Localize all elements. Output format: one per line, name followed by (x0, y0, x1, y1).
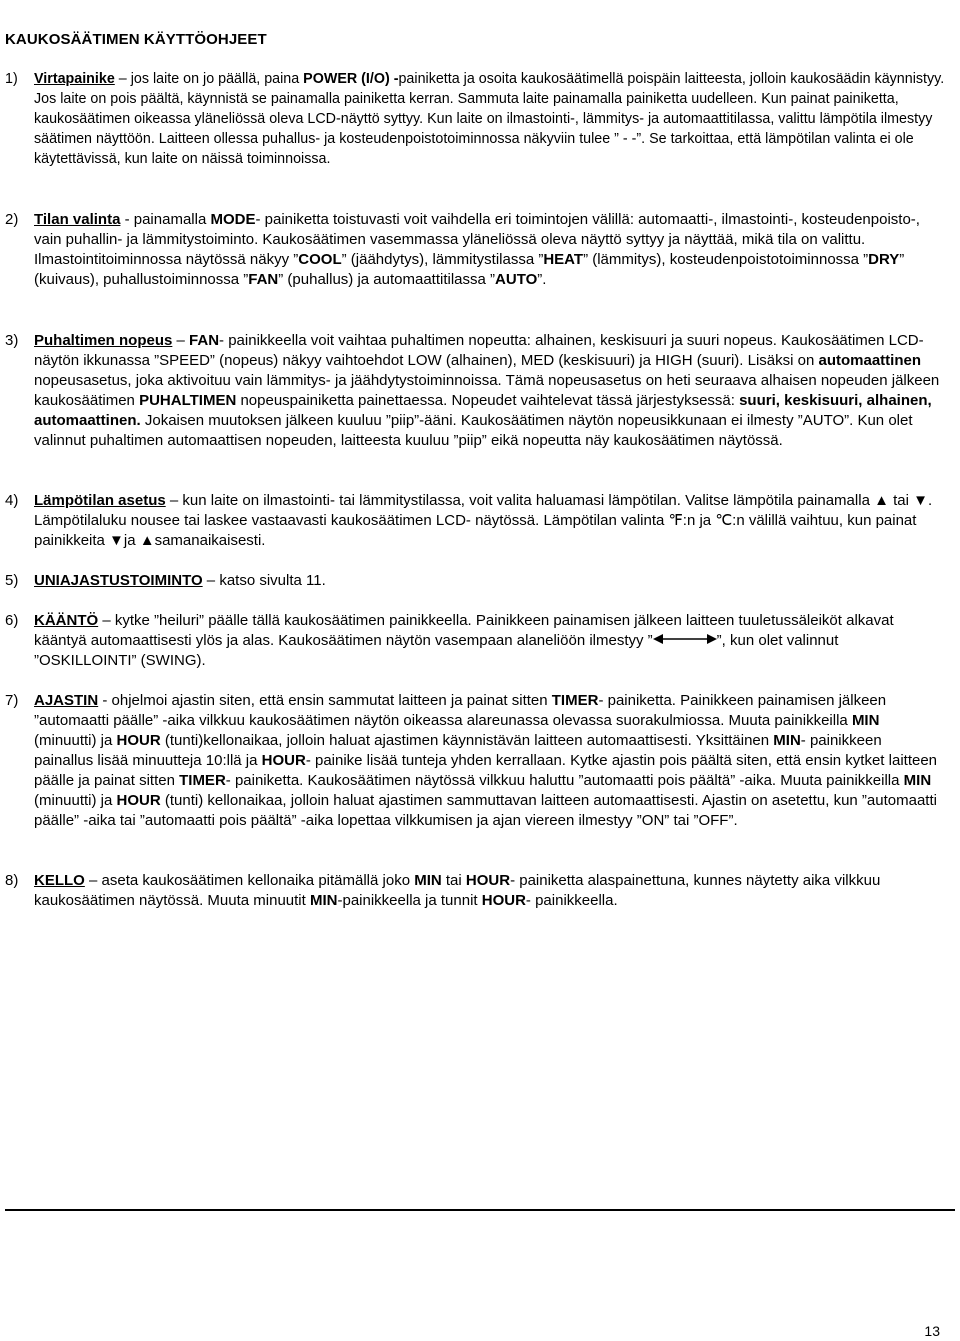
list-item-timer (5, 691, 945, 831)
bold-run: AUTO (495, 271, 538, 288)
item-label: Virtapainike (34, 71, 115, 87)
text-run: – aseta kaukosäätimen kellonaika pitämällä joko (84, 872, 415, 889)
item-label: Tilan valinta (34, 211, 121, 228)
bold-run: MIN (773, 732, 801, 749)
double-arrow-icon (653, 631, 717, 651)
bold-run: FAN (189, 332, 220, 349)
text-run: – kytke ”heiluri” päälle tällä kaukosäätimen painikkeella. Painikkeen painamisen jälkeen laitteen tuuletussäleiköt alkavat kääntyä automaattisesti ylös ja alas. Kaukosäätimen näytön vasempaan alaneliöön ilmestyy ” (34, 612, 894, 649)
text-run: (minuutti) ja (34, 792, 117, 809)
text-run: (tunti) kellonaikaa, jolloin haluat ajastimen sammuttavan laitteen automaattisesti. Ajastin on asetettu, kun ”automaatti päälle” -aika tai ”automaatti pois päältä” -aika lopettaa vilkkumisen ja ajan viereen ilmestyy ”ON” tai ”OFF”. (34, 792, 937, 829)
page-number: 13 (924, 1323, 940, 1339)
text-run: - painikkeen painallus lisää minuutteja 10:llä ja (34, 732, 882, 769)
list-item-temperature (5, 491, 945, 551)
bold-run: FAN (248, 271, 279, 288)
item-label: Puhaltimen nopeus (34, 332, 173, 349)
text-run: - painamalla (120, 211, 211, 228)
page-title: KAUKOSÄÄTIMEN KÄYTTÖOHJEET (5, 31, 267, 48)
text-run: - painiketta. Painikkeen painamisen jälkeen ”automaatti päälle” -aika vilkkuu kaukosäätimen näytön oikeassa alareunassa olevassa suorakulmiossa. Muuta painikkeilla (34, 692, 887, 729)
bold-run: POWER (I/O) - (303, 71, 399, 87)
list-item-mode (5, 210, 945, 290)
bold-run: HEAT (543, 251, 584, 268)
item-label: AJASTIN (34, 692, 99, 709)
item-text (34, 331, 945, 451)
text-run: nopeuspainiketta painettaessa. Nopeudet vaihtelevat tässä järjestyksessä: (236, 392, 740, 409)
text-run: – kun laite on ilmastointi- tai lämmitystilassa, voit valita haluamasi lämpötilan. Valitse lämpötila painamalla ▲ tai ▼. Lämpötilaluku nousee tai laskee vastaavasti kaukosäätimen LCD- näytössä. Lämpötilan valinta ℉:n ja ℃:n välillä vaihtuu, kun painat painikkeita ▼ja ▲samanaikaisesti. (34, 492, 933, 549)
text-run: ” (kuivaus), puhallustoiminnossa ” (34, 251, 905, 288)
bold-run: HOUR (116, 792, 161, 809)
bold-run: DRY (868, 251, 900, 268)
text-run: (tunti)kellonaikaa, jolloin haluat ajastimen käynnistävän laitteen automaattisesti. Yksittäinen (160, 732, 774, 749)
list-item-power (5, 69, 945, 169)
text-run: ”. (537, 271, 547, 288)
list-item-fan-speed (5, 331, 945, 451)
text-run: tai (441, 872, 466, 889)
item-label: KELLO (34, 872, 85, 889)
item-text (34, 69, 945, 169)
text-run: ” (jäähdytys), lämmitystilassa ” (341, 251, 544, 268)
item-number: 3) (5, 332, 19, 349)
text-run: - ohjelmoi ajastin siten, että ensin sammutat laitteen ja painat sitten (98, 692, 552, 709)
item-text (34, 491, 945, 551)
item-number: 1) (5, 71, 18, 87)
bold-run: HOUR (465, 872, 511, 889)
item-label: Lämpötilan asetus (34, 492, 166, 509)
bold-run: MIN (903, 772, 932, 789)
text-run: (minuutti) ja (34, 732, 117, 749)
text-run: - painikkeella. (525, 892, 618, 909)
bold-run: TIMER (179, 772, 226, 789)
text-run: - painiketta. Kaukosäätimen näytössä vilkkuu haluttu ”automaatti pois päältä” -aika. Muuta painikkeilla (225, 772, 904, 789)
bold-run: HOUR (261, 752, 306, 769)
text-run: – katso sivulta 11. (202, 572, 326, 589)
text-run: ”, kun olet valinnut ”OSKILLOINTI” (SWING). (34, 632, 839, 670)
bold-run: MIN (309, 892, 338, 909)
text-run: Jokaisen muutoksen jälkeen kuuluu ”piip”-ääni. Kaukosäätimen näytön nopeusikkunaan ei ilmesty ”AUTO”. Kun olet valinnut puhaltimen automaattisen nopeuden, laitteesta kuuluu ”piip” eikä nopeutta näy kaukosäätimen näytössä. (34, 412, 913, 449)
item-text (34, 611, 945, 671)
text-run: - painike lisää tunteja yhden kerrallaan. Kytke ajastin pois päältä siten, että ensin kytket laitteen päälle ja painat sitten (34, 752, 938, 789)
text-run: ” (puhallus) ja automaattitilassa ” (278, 271, 496, 288)
item-text (34, 871, 945, 911)
item-number: 8) (5, 872, 19, 889)
bold-run: TIMER (551, 692, 599, 709)
item-label: UNIAJASTUSTOIMINTO (34, 572, 203, 589)
bold-run: HOUR (481, 892, 526, 909)
list-item-clock (5, 871, 945, 911)
item-number: 6) (5, 612, 19, 629)
item-label: KÄÄNTÖ (34, 612, 99, 629)
text-run: - painiketta alaspainettuna, kunnes näytetty aika vilkkuu kaukosäätimen näytössä. Muuta minuutit (34, 872, 881, 909)
bold-run: MODE (210, 211, 256, 228)
text-run: - painikkeella voit vaihtaa puhaltimen nopeutta: alhainen, keskisuuri ja suuri nopeus. Kaukosäätimen LCD- näytön ikkunassa ”SPEED” (nopeus) näkyy vaihtoehdot LOW (alhainen), MED (keskisuuri) ja HIGH (suuri). Lisäksi on (34, 332, 924, 369)
text-run: painiketta ja osoita kaukosäätimellä poispäin laitteesta, jolloin kaukosäädin käynnistyy. Jos laite on pois päältä, käynnistä se painamalla painiketta kerran. Sammuta laite painamalla painiketta uudelleen. Kun painat painiketta, kaukosäätimen oikeassa yläneliössä oleva LCD-näyttö syttyy. Kun laite on ilmastointi-, lämmitys- ja automaattitilassa, valittu lämpötila ilmestyy säätimen näyttöön. Laitteen ollessa puhallus- ja kosteudenpoistotoiminnossa näkyviin tulee ” - -”. Se tarkoittaa, että lämpötilan valinta ei ole käytettävissä, kun laite on näissä toiminnoissa. (34, 71, 945, 167)
item-text (34, 210, 945, 290)
bold-run: suuri, keskisuuri, alhainen, automaattinen. (34, 392, 932, 429)
item-number: 7) (5, 692, 19, 709)
bold-run: automaattinen (818, 352, 921, 369)
text-run: - painiketta toistuvasti voit vaihdella eri toimintojen välillä: automaatti-, ilmastointi-, kosteudenpoisto-, vain puhallin- ja lämmitystoiminto. Kaukosäätimen vasemmassa yläneliössä oleva näyttö syttyy ja näyttää, mikä tila on valittu. Ilmastointitoiminnossa näytössä näkyy ” (34, 211, 920, 268)
item-number: 5) (5, 572, 19, 589)
text-run: – jos laite on jo päällä, paina (114, 71, 304, 87)
bold-run: PUHALTIMEN (139, 392, 237, 409)
bold-run: MIN (414, 872, 442, 889)
text-run: nopeusasetus, joka aktivoituu vain lämmitys- ja jäähdytystoiminnoissa. Tämä nopeusasetus on heti seuraava alhaisen nopeuden jälkeen kaukosäätimen (34, 372, 940, 409)
text-run: ” (lämmitys), kosteudenpoistotoiminnossa ” (583, 251, 869, 268)
item-text (34, 571, 945, 591)
bold-run: MIN (851, 712, 880, 729)
bold-run: COOL (298, 251, 342, 268)
item-number: 2) (5, 211, 19, 228)
footer-divider (5, 1209, 955, 1211)
list-item-sleep-timer (5, 571, 945, 591)
text-run: – (172, 332, 190, 349)
text-run: -painikkeella ja tunnit (337, 892, 482, 909)
item-text (34, 691, 945, 831)
list-item-swing (5, 611, 945, 671)
bold-run: HOUR (116, 732, 161, 749)
item-number: 4) (5, 492, 19, 509)
